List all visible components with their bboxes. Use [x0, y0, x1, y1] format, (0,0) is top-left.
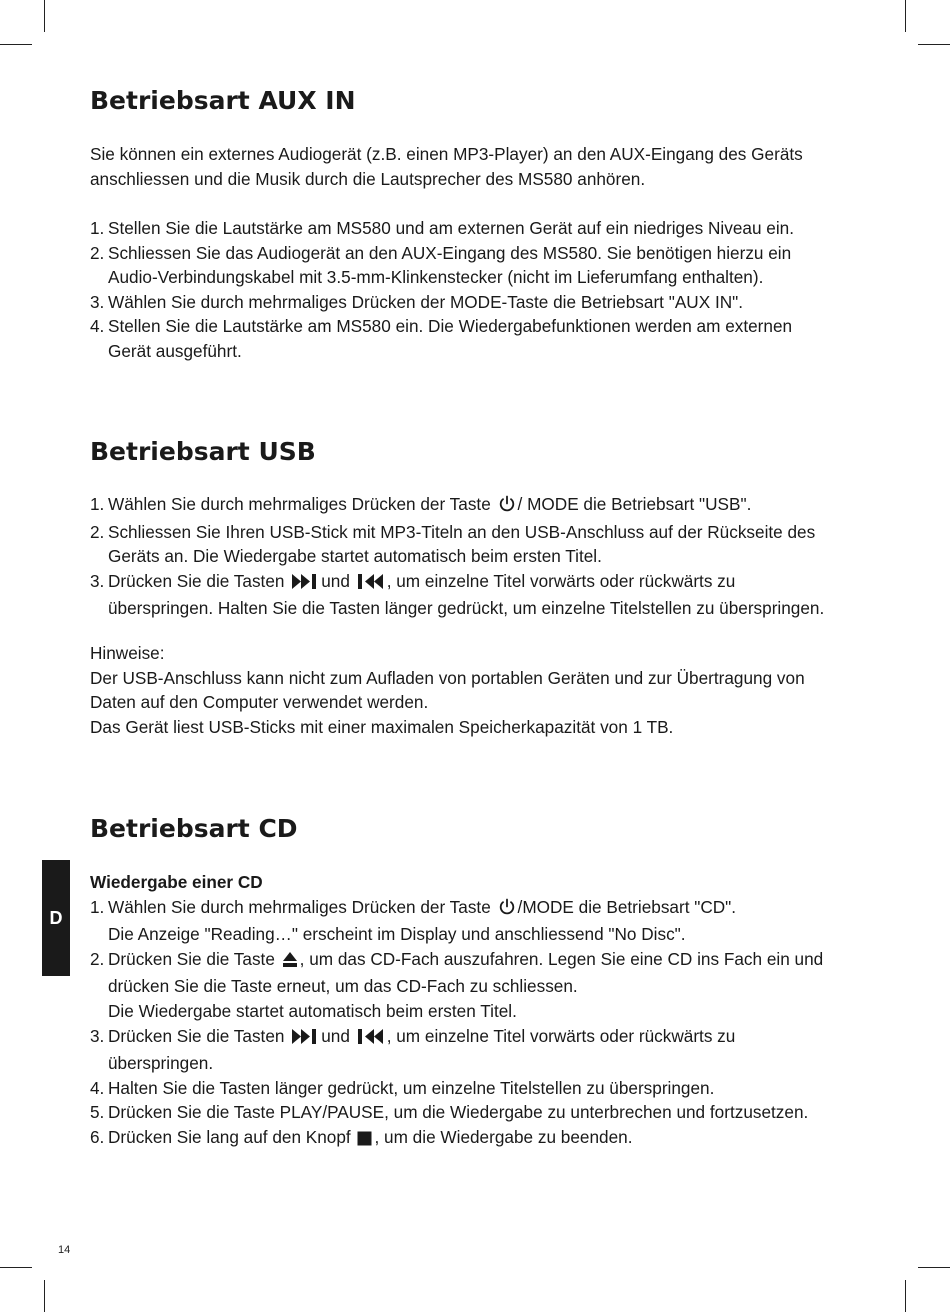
aux-step	[90, 314, 880, 363]
step-text: Drücken Sie die Taste PLAY/PAUSE, um die Wiedergabe zu unterbrechen und fortzusetzen.	[108, 1102, 809, 1123]
section-title-aux: Betriebsart AUX IN	[90, 86, 356, 115]
step-text: Stellen Sie die Lautstärke am MS580 ein. Die Wiedergabefunktionen werden am externen	[108, 316, 793, 337]
note-line: Das Gerät liest USB-Sticks mit einer maximalen Speicherkapazität von 1 TB.	[90, 716, 674, 737]
note-line: Der USB-Anschluss kann nicht zum Aufladen von portablen Geräten und zur Übertragung von	[90, 667, 805, 688]
usb-step	[90, 520, 880, 569]
step-text: , um einzelne Titel vorwärts oder rückwärts zu	[386, 1025, 736, 1046]
step-text: Drücken Sie die Tasten	[108, 1025, 285, 1046]
step-number: 5.	[90, 1102, 105, 1123]
cd-step	[90, 1076, 880, 1101]
step-number: 1.	[90, 218, 105, 238]
step-number: 2.	[90, 948, 105, 969]
crop-mark	[44, 1280, 45, 1312]
step-number: 3.	[90, 291, 105, 312]
usb-step	[90, 569, 880, 621]
step-number: 2.	[90, 521, 105, 542]
cd-step	[90, 1125, 880, 1153]
step-text: / MODE die Betriebsart "USB".	[517, 494, 752, 514]
cd-step	[90, 1024, 880, 1076]
step-text: , um einzelne Titel vorwärts oder rückwärts zu	[386, 570, 736, 591]
step-number: 3.	[90, 570, 105, 591]
step-text: Geräts an. Die Wiedergabe startet automatisch beim ersten Titel.	[108, 546, 602, 567]
aux-intro	[90, 142, 880, 191]
aux-intro-line: Sie können ein externes Audiogerät (z.B. einen MP3-Player) an den AUX-Eingang des Geräts	[90, 144, 803, 164]
cd-step	[90, 947, 880, 1024]
note-line: Daten auf den Computer verwendet werden.	[90, 692, 429, 713]
notes-label: Hinweise:	[90, 643, 165, 663]
step-text: Drücken Sie die Tasten	[108, 570, 285, 591]
step-text: , um das CD-Fach auszufahren. Legen Sie eine CD ins Fach ein und	[299, 948, 824, 969]
step-text: Die Wiedergabe startet automatisch beim ersten Titel.	[108, 1000, 517, 1021]
step-text: Wählen Sie durch mehrmaliges Drücken der Taste	[108, 896, 491, 917]
step-text: drücken Sie die Taste erneut, um das CD-Fach zu schliessen.	[108, 976, 578, 997]
step-text: und	[321, 1025, 350, 1046]
step-number: 4.	[90, 316, 105, 337]
stop-icon	[357, 1128, 372, 1153]
crop-mark	[0, 44, 32, 45]
step-text: , um die Wiedergabe zu beenden.	[374, 1126, 633, 1147]
step-text: Wählen Sie durch mehrmaliges Drücken der MODE-Taste die Betriebsart "AUX IN".	[108, 291, 744, 312]
power-icon	[498, 898, 516, 923]
eject-icon	[282, 950, 298, 975]
step-number: 2.	[90, 242, 105, 263]
aux-step	[90, 290, 880, 315]
previous-track-icon	[357, 572, 385, 597]
section-title-usb: Betriebsart USB	[90, 437, 316, 466]
step-number: 1.	[90, 494, 105, 514]
cd-step	[90, 895, 880, 947]
step-text: überspringen. Halten Sie die Tasten länger gedrückt, um einzelne Titelstellen zu überspringen.	[108, 598, 825, 619]
aux-steps	[90, 216, 880, 364]
usb-notes	[90, 641, 880, 739]
step-text: Stellen Sie die Lautstärke am MS580 und am externen Gerät auf ein niedriges Niveau ein.	[108, 218, 794, 238]
step-text: Gerät ausgeführt.	[108, 340, 242, 361]
language-tab-label: D	[49, 907, 63, 928]
cd-subtitle: Wiedergabe einer CD	[90, 872, 263, 892]
usb-step	[90, 492, 880, 520]
section-title-cd: Betriebsart CD	[90, 814, 298, 843]
crop-mark	[0, 1267, 32, 1268]
aux-intro-line: anschliessen und die Musik durch die Lautsprecher des MS580 anhören.	[90, 168, 646, 189]
language-tab	[42, 860, 70, 976]
aux-step	[90, 216, 880, 241]
crop-mark	[905, 1280, 906, 1312]
power-icon	[498, 495, 516, 520]
next-track-icon	[291, 1027, 319, 1052]
step-number: 1.	[90, 896, 105, 917]
step-text: Audio-Verbindungskabel mit 3.5-mm-Klinkenstecker (nicht im Lieferumfang enthalten).	[108, 267, 764, 288]
cd-steps	[90, 870, 880, 1153]
step-number: 4.	[90, 1077, 105, 1098]
step-number: 6.	[90, 1126, 105, 1147]
next-track-icon	[291, 572, 319, 597]
step-text: Drücken Sie die Taste	[108, 948, 275, 969]
cd-step	[90, 1100, 880, 1125]
crop-mark	[918, 1267, 950, 1268]
step-text: Schliessen Sie das Audiogerät an den AUX-Eingang des MS580. Sie benötigen hierzu ein	[108, 242, 792, 263]
step-text: überspringen.	[108, 1053, 214, 1074]
page-number: 14	[58, 1244, 71, 1256]
crop-mark	[905, 0, 906, 32]
step-text: und	[321, 570, 350, 591]
step-text: Wählen Sie durch mehrmaliges Drücken der Taste	[108, 494, 491, 514]
aux-step	[90, 241, 880, 290]
step-text: Die Anzeige "Reading…" erscheint im Display und anschliessend "No Disc".	[108, 924, 686, 945]
previous-track-icon	[357, 1027, 385, 1052]
step-text: /MODE die Betriebsart "CD".	[517, 896, 737, 917]
step-number: 3.	[90, 1025, 105, 1046]
crop-mark	[918, 44, 950, 45]
step-text: Drücken Sie lang auf den Knopf	[108, 1126, 351, 1147]
step-text: Halten Sie die Tasten länger gedrückt, um einzelne Titelstellen zu überspringen.	[108, 1077, 715, 1098]
usb-steps	[90, 492, 880, 621]
crop-mark	[44, 0, 45, 32]
step-text: Schliessen Sie Ihren USB-Stick mit MP3-Titeln an den USB-Anschluss auf der Rückseite des	[108, 521, 816, 542]
